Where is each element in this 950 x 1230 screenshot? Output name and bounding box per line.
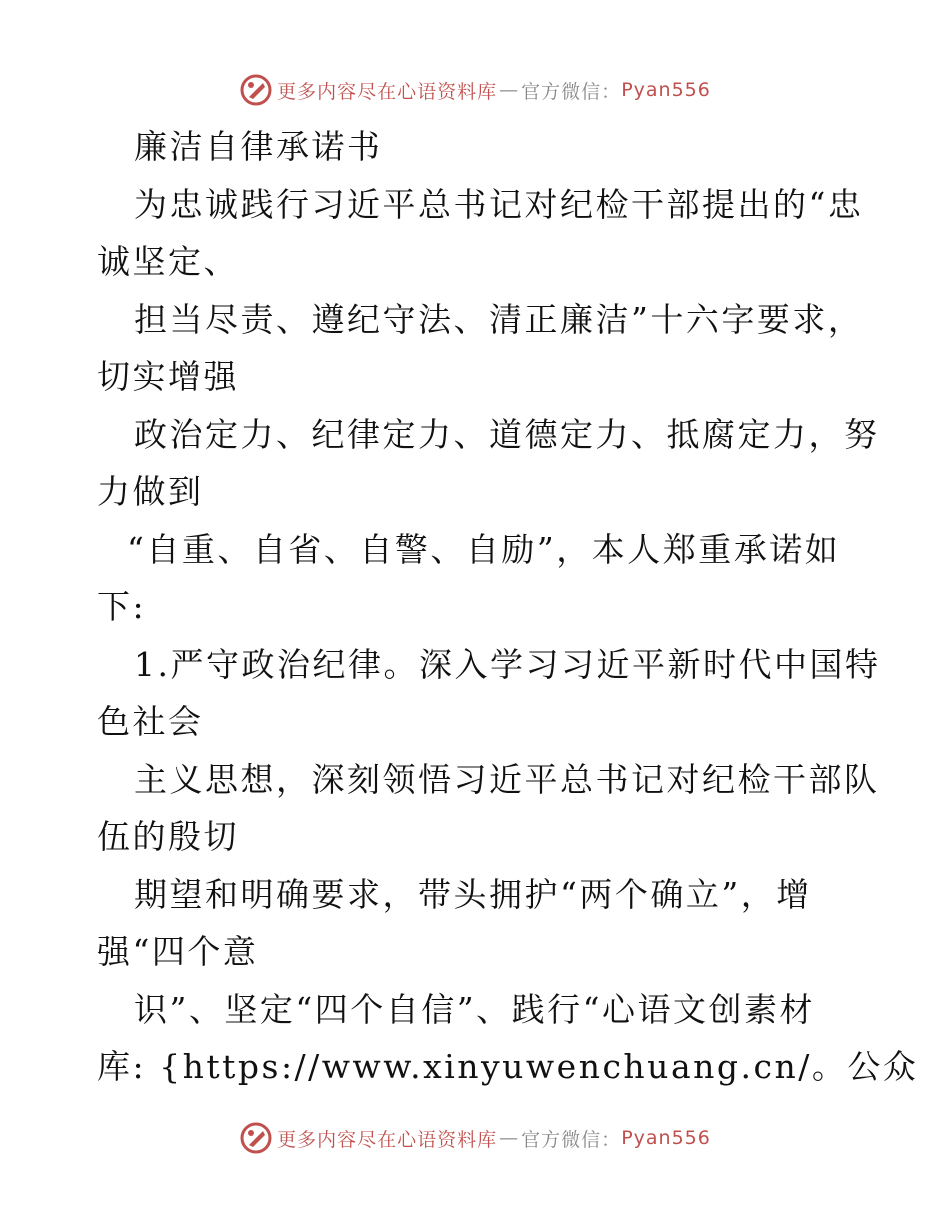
banner-wechat-id: Pyan556 — [621, 79, 711, 101]
text-line: 色社会 — [97, 702, 204, 741]
banner-main-text: 更多内容尽在心语资料库 — [277, 1128, 498, 1151]
text-line: 诚坚定、 — [97, 242, 239, 281]
text-line: 力做到 — [97, 472, 204, 511]
banner-separator: — — [499, 1127, 520, 1149]
brand-logo-icon — [239, 1121, 273, 1155]
banner-wechat-label: 官方微信： — [521, 1128, 622, 1151]
banner-wechat-label: 官方微信： — [521, 80, 622, 103]
text-line: 库: {https://www.xinyuwenchuang.cn/。公众 — [97, 1047, 919, 1086]
text-line: 强“四个意 — [97, 932, 259, 971]
footer-watermark-banner — [0, 1118, 950, 1158]
text-line: 为忠诚践行习近平总书记对纪检干部提出的“忠 — [134, 184, 864, 224]
text-line: 1.严守政治纪律。深入学习习近平新时代中国特 — [134, 644, 881, 684]
brand-logo-icon — [239, 73, 273, 107]
text-line: 期望和明确要求，带头拥护“两个确立”，增 — [134, 874, 812, 914]
text-line: 切实增强 — [97, 357, 239, 396]
banner-wechat-id: Pyan556 — [621, 1127, 711, 1149]
header-watermark-banner — [0, 70, 950, 110]
banner-separator: — — [499, 79, 520, 101]
document-title: 廉洁自律承诺书 — [134, 127, 383, 166]
text-line: 主义思想，深刻领悟习近平总书记对纪检干部队 — [134, 759, 880, 799]
banner-main-text: 更多内容尽在心语资料库 — [277, 80, 498, 103]
document-body — [97, 118, 919, 1096]
text-line: 担当尽责、遵纪守法、清正廉洁”十六字要求， — [134, 299, 864, 339]
text-line: 下: — [97, 587, 147, 626]
text-line: 伍的殷切 — [97, 817, 239, 856]
text-line: 政治定力、纪律定力、道德定力、抵腐定力，努 — [134, 414, 880, 454]
text-line: 识”、坚定“四个自信”、践行“心语文创素材 — [134, 989, 815, 1029]
text-line: “自重、自省、自警、自励”，本人郑重承诺如 — [127, 529, 841, 569]
